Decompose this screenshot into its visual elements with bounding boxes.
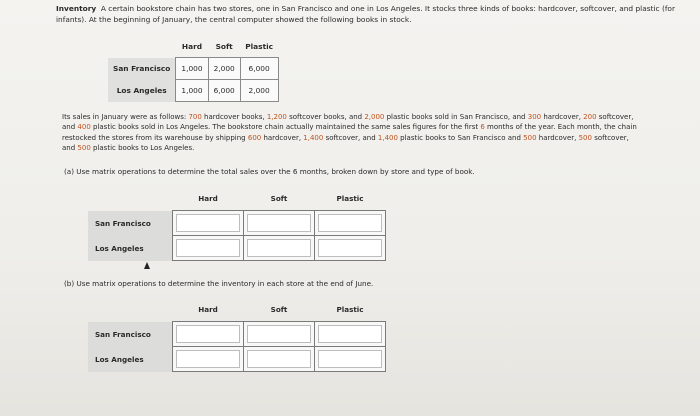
part-b-row-label: San Francisco <box>88 322 173 347</box>
stock-header-plastic: Plastic <box>245 42 274 51</box>
part-a-sf-hard-input[interactable] <box>176 214 240 232</box>
sales-paragraph: Its sales in January were as follows: 700 hardcover books, 1,200 softcover books, and 2,000 plastic books sold in San Francisco, and 300 hardcover, 200 softcover, and 400 plastic books sold in Los Angeles. The bookstore chain actually maintained the same sales figures for the first 6 months of the year. Each month, the chain restocked the stores from its warehouse by shipping 600 hardcover, 1,400 softcover, and 1,400 plastic books to San Francisco and 500 hardcover, 500 softcover, and 500 plastic books to Los Angeles. <box>62 113 637 153</box>
part-a-question: (a) Use matrix operations to determine the total sales over the 6 months, broken down by store and type of book. <box>64 167 475 176</box>
part-a-header-plastic: Plastic <box>336 193 364 203</box>
number: 2,000 <box>364 113 385 121</box>
part-b-question: (b) Use matrix operations to determine the inventory in each store at the end of June. <box>64 279 374 288</box>
stock-row-los-angeles <box>108 80 278 102</box>
number: 700 <box>188 113 202 121</box>
number: 6 <box>480 123 485 132</box>
stock-header-soft: Soft <box>215 42 233 51</box>
stock-value: 1,000 <box>176 80 208 102</box>
number: 300 <box>527 113 542 121</box>
stock-row-label: San Francisco <box>108 58 176 80</box>
stock-value: 6,000 <box>240 58 278 80</box>
part-a-sf-soft-input[interactable] <box>247 214 311 232</box>
part-b-answer-table <box>88 297 386 372</box>
stock-value: 2,000 <box>240 80 278 102</box>
part-a-sf-plastic-input[interactable] <box>318 214 382 232</box>
stock-row-san-francisco <box>108 58 278 80</box>
problem-heading: Inventory <box>56 4 97 13</box>
stock-header-hard: Hard <box>181 42 203 51</box>
part-b-header-soft: Soft <box>270 304 288 314</box>
number: 400 <box>77 123 91 132</box>
stock-value: 6,000 <box>208 80 240 102</box>
part-b-la-soft-input[interactable] <box>247 350 311 368</box>
stock-value: 2,000 <box>208 58 240 80</box>
part-b-sf-hard-input[interactable] <box>176 325 240 343</box>
number: 1,200 <box>266 113 287 121</box>
part-a-answer-table <box>88 186 386 261</box>
part-a-la-soft-input[interactable] <box>247 239 311 257</box>
part-b-sf-soft-input[interactable] <box>247 325 311 343</box>
part-a-row-label: Los Angeles <box>88 236 173 261</box>
part-b-la-plastic-input[interactable] <box>318 350 382 368</box>
mouse-cursor-icon <box>144 262 150 269</box>
part-b-header-hard: Hard <box>198 304 218 314</box>
part-a-la-hard-input[interactable] <box>176 239 240 257</box>
part-a-header-hard: Hard <box>198 193 218 203</box>
part-b-row-label: Los Angeles <box>88 347 173 372</box>
stock-row-label: Los Angeles <box>108 80 176 102</box>
number: 600 <box>247 133 262 142</box>
part-b-sf-plastic-input[interactable] <box>318 325 382 343</box>
number: 200 <box>583 113 597 121</box>
number: 500 <box>77 144 91 153</box>
part-a-la-plastic-input[interactable] <box>318 239 382 257</box>
part-b-la-hard-input[interactable] <box>176 350 240 368</box>
number: 1,400 <box>303 133 324 142</box>
part-b-header-plastic: Plastic <box>336 304 364 314</box>
number: 500 <box>578 133 592 142</box>
stock-value: 1,000 <box>176 58 208 80</box>
problem-intro <box>56 3 686 25</box>
number: 1,400 <box>377 133 398 142</box>
number: 500 <box>523 133 537 142</box>
part-a-header-soft: Soft <box>270 193 288 203</box>
problem-intro-text: A certain bookstore chain has two stores, one in San Francisco and one in Los Angeles. It stocks three kinds of books: hardcover, softcover, and plastic (for infants). At the beginning of January, the central computer showed the following books in stock. <box>56 4 675 24</box>
stock-table <box>108 36 279 102</box>
part-a-row-label: San Francisco <box>88 211 173 236</box>
